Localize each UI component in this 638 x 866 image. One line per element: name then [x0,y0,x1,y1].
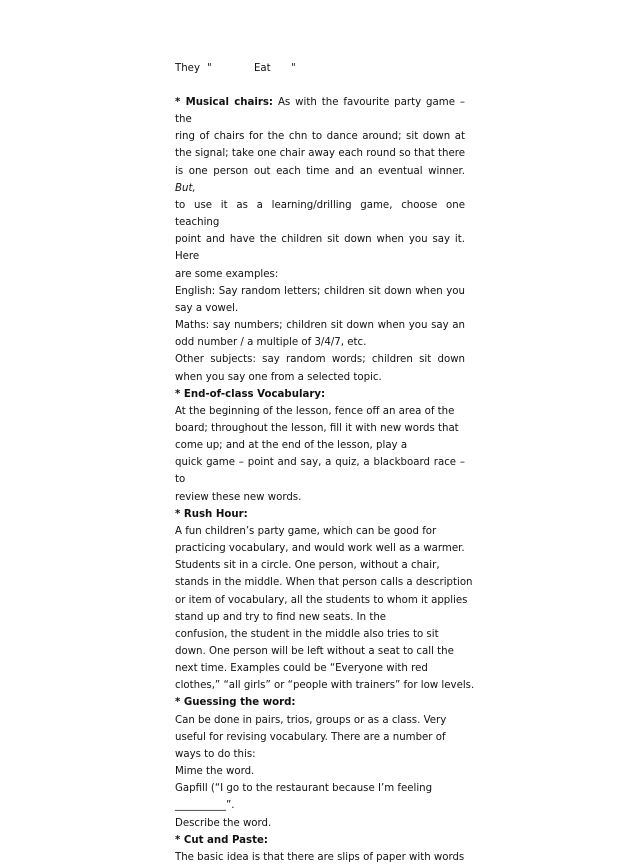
section-heading: * Guessing the word: [175,697,296,709]
word-eat: Eat [254,63,271,74]
paragraph-line: say a vowel. [175,302,239,314]
paragraph-line: come up; and at the end of the lesson, play a [175,440,408,452]
paragraph-line: point and have the children sit down when you say it. Here [175,234,465,263]
paragraph-line: __________”. [175,800,235,812]
quote-mark: " [207,63,212,74]
paragraph-line: Can be done in pairs, trios, groups or as a class. Very [175,714,447,726]
paragraph-line: Gapfill (“I go to the restaurant because I’m feeling [175,783,433,795]
paragraph-line: practicing vocabulary, and would work well as a warmer. [175,543,465,555]
paragraph-line: clothes,” “all girls” or “people with trainers” for low levels. [175,680,475,692]
paragraph-line: As with the favourite party game – the [175,97,465,126]
paragraph-line: Mime the word. [175,766,255,778]
paragraph-line: Describe the word. [175,817,272,829]
paragraph-line: At the beginning of the lesson, fence off an area of the [175,405,455,417]
paragraph-line: next time. Examples could be “Everyone with red [175,663,428,675]
paragraph-line: are some examples: [175,268,279,280]
paragraph-line: A fun children’s party game, which can be good for [175,525,437,537]
paragraph-line: The basic idea is that there are slips of paper with words [175,851,465,863]
section-heading: * End-of-class Vocabulary: [175,388,326,400]
quote-mark: " [291,63,296,74]
italic-but: But, [175,182,196,194]
paragraph-line: the signal; take one chair away each round so that there [175,148,465,160]
section-heading: * Cut and Paste: [175,834,268,846]
paragraph-line: quick game – point and say, a quiz, a blackboard race – to [175,457,465,486]
paragraph-line: Other subjects: say random words; children sit down [175,354,465,366]
section-heading-line [175,94,465,128]
paragraph-line: ways to do this: [175,748,256,760]
paragraph-line [175,163,465,197]
section-heading: * Musical chairs: [175,97,274,108]
paragraph-line: useful for revising vocabulary. There are a number of [175,731,446,743]
paragraph-line: ring of chairs for the chn to dance around; sit down at [175,131,465,143]
paragraph-line: board; throughout the lesson, fill it with new words that [175,422,459,434]
paragraph-line: odd number / a multiple of 3/4/7, etc. [175,337,367,349]
paragraph-line: to use it as a learning/drilling game, choose one teaching [175,199,465,229]
paragraph-line: confusion, the student in the middle also tries to sit [175,628,439,640]
top-row [175,60,465,77]
paragraph-line: Students sit in a circle. One person, without a chair, [175,560,440,572]
paragraph-line: or item of vocabulary, all the students to whom it applies [175,594,468,606]
paragraph-line: Maths: say numbers; children sit down when you say an [175,320,465,332]
paragraph-line: when you say one from a selected topic. [175,371,382,383]
section-heading: * Rush Hour: [175,508,248,520]
paragraph-line: stands in the middle. When that person calls a description [175,577,473,589]
paragraph-line: English: Say random letters; children sit down when you [175,285,465,297]
paragraph-text: is one person out each time and an eventual winner. [175,165,465,177]
paragraph-line: stand up and try to find new seats. In the [175,611,387,623]
word-they: They [175,63,200,74]
document-page [175,60,475,866]
paragraph-line: down. One person will be left without a seat to call the [175,646,454,657]
paragraph-line: review these new words. [175,491,302,503]
